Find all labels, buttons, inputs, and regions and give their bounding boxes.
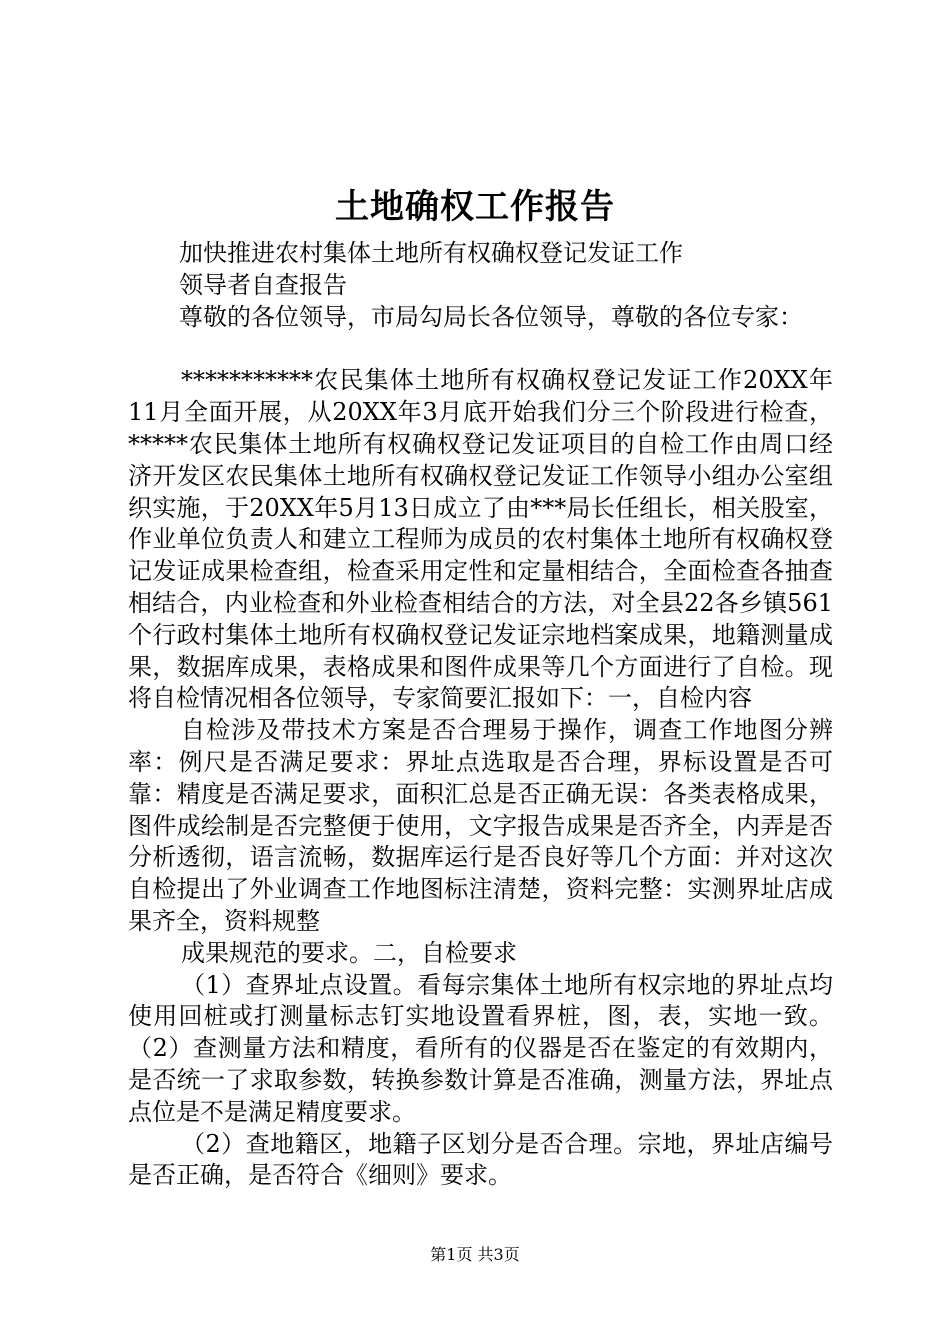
- paragraph-2: 自检涉及带技术方案是否合理易于操作，调查工作地图分辨率：例尺是否满足要求：界址点选取是否合理，界标设置是否可靠：精度是否满足要求，面积汇总是否正确无误：各类表格成果，图件成绘制是否完整便于使用，文字报告成果是否齐全，内弄是否分析透彻，语言流畅，数据库运行是否良好等几个方面：并对这次自检提出了外业调查工作地图标注清楚，资料完整：实测界址店成果齐全，资料规整: [128, 716, 833, 935]
- document-title: 土地确权工作报告: [335, 187, 615, 227]
- document-body: [128, 238, 833, 1192]
- blank-line: [128, 333, 833, 365]
- paragraph-5: （2）查地籍区，地籍子区划分是否合理。宗地，界址店编号是否正确，是否符合《细则》要求。: [128, 1129, 833, 1190]
- paragraph-1: ***********农民集体土地所有权确权登记发证工作20XX年11月全面开展，从20XX年3月底开始我们分三个阶段进行检查，*****农民集体土地所有权确权登记发证项目的自检工作由周口经济开发区农民集体土地所有权确权登记发证工作领导小组办公室组织实施，于20XX年5月13日成立了由***局长任组长，相关股室，作业单位负责人和建立工程师为成员的农村集体土地所有权确权登记发证成果检查组，检查采用定性和定量相结合，全面检查各抽查相结合，内业检查和外业检查相结合的方法，对全县22各乡镇561个行政村集体土地所有权确权登记发证宗地档案成果，地籍测量成果，数据库成果，表格成果和图件成果等几个方面进行了自检。现将自检情况相各位领导，专家简要汇报如下：一，自检内容: [128, 366, 833, 713]
- page-number-footer: 第1页 共3页: [430, 1245, 520, 1264]
- paragraph-4: （1）查界址点设置。看每宗集体土地所有权宗地的界址点均使用回桩或打测量标志钉实地设置看界桩，图，表，实地一致。（2）查测量方法和精度，看所有的仪器是否在鉴定的有效期内，是否统一了求取参数，转换参数计算是否准确，测量方法，界址点点位是不是满足精度要求。: [128, 970, 833, 1126]
- subtitle-line-2: 领导者自查报告: [179, 270, 347, 299]
- subtitle-line-1: 加快推进农村集体土地所有权确权登记发证工作: [179, 239, 683, 267]
- paragraph-3: 成果规范的要求。二，自检要求: [181, 938, 517, 967]
- salutation: 尊敬的各位领导，市局勾局长各位领导，尊敬的各位专家：: [179, 302, 803, 331]
